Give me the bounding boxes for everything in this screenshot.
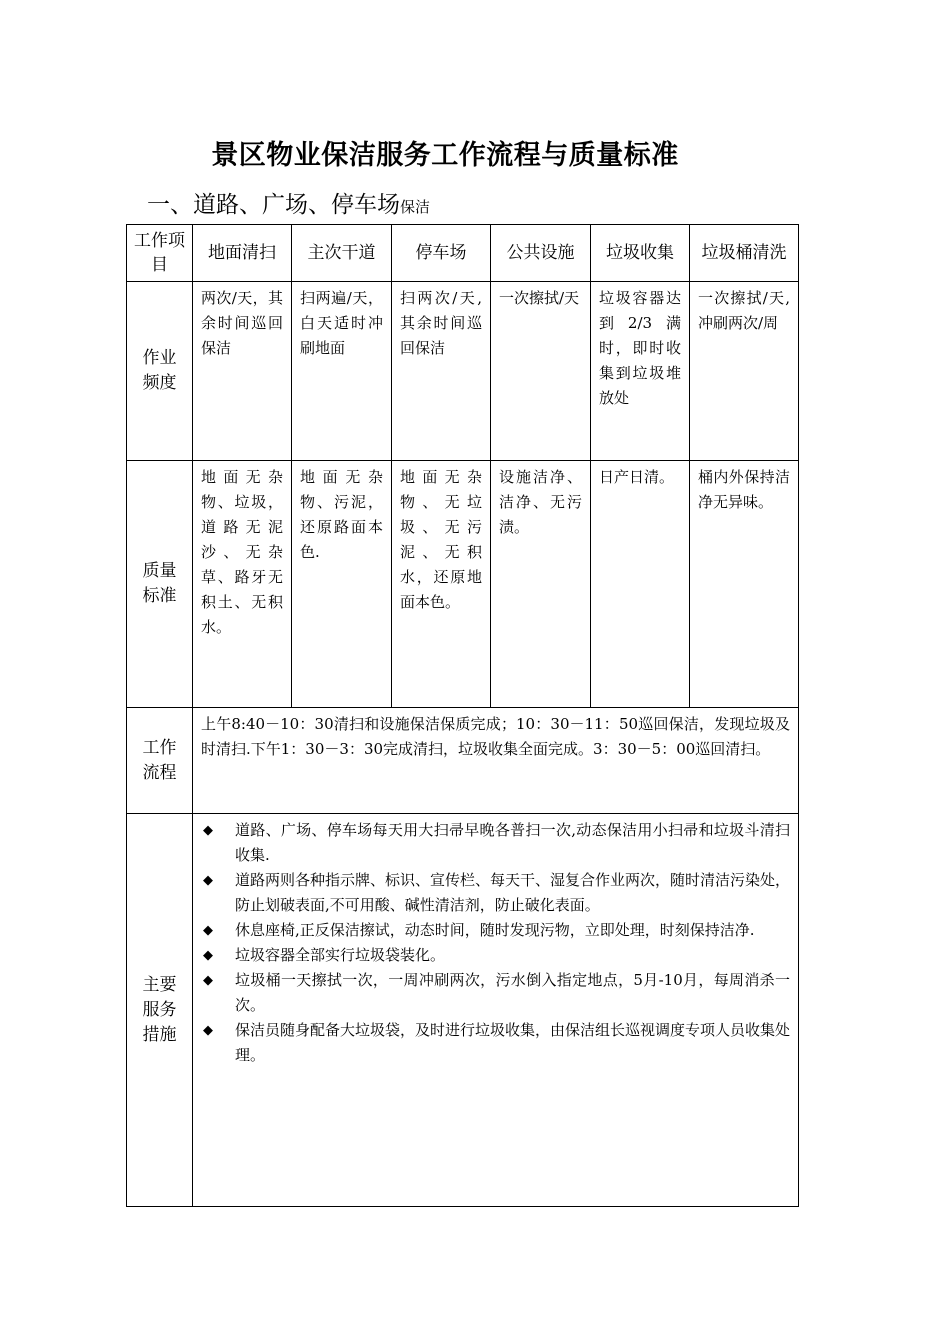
column-header: 地面清扫 — [193, 225, 292, 282]
table-cell: 地面无杂物、污泥，还原路面本色. — [292, 461, 392, 708]
table-cell: 扫两次/天,其余时间巡回保洁 — [392, 282, 491, 461]
diamond-bullet-icon: ◆ — [203, 1023, 213, 1038]
diamond-bullet-icon: ◆ — [203, 823, 213, 838]
section-heading-main: 一、道路、广场、停车场 — [147, 192, 400, 218]
column-header: 停车场 — [392, 225, 491, 282]
table-cell: 桶内外保持洁净无异味。 — [690, 461, 799, 708]
list-item-text: 保洁员随身配备大垃圾袋，及时进行垃圾收集，由保洁组长巡视调度专项人员收集处理。 — [235, 1021, 791, 1064]
quality-row — [127, 461, 799, 708]
list-item — [201, 868, 790, 918]
diamond-bullet-icon: ◆ — [203, 873, 213, 888]
list-item-text: 道路两则各种指示牌、标识、宣传栏、每天干、湿复合作业两次，随时清洁污染处，防止划破表面,不可用酸、碱性清洁剂，防止破化表面。 — [235, 871, 791, 914]
list-item-text: 道路、广场、停车场每天用大扫帚早晚各普扫一次,动态保洁用小扫帚和垃圾斗清扫收集. — [235, 821, 790, 864]
standards-table — [126, 224, 799, 1207]
column-header: 公共设施 — [491, 225, 591, 282]
row-header: 主要服务措施 — [127, 814, 193, 1207]
list-item — [201, 968, 790, 1018]
section-heading — [147, 186, 430, 219]
row-header: 质量标准 — [127, 461, 193, 708]
section-heading-suffix: 保洁 — [400, 198, 431, 216]
list-item — [201, 818, 790, 868]
list-item — [201, 943, 790, 968]
diamond-bullet-icon: ◆ — [203, 973, 213, 988]
measures-list — [201, 818, 790, 1068]
table-cell: 设施洁净、洁净、无污渍。 — [491, 461, 591, 708]
list-item — [201, 1018, 790, 1068]
table-cell: 一次擦拭/天,冲刷两次/周 — [690, 282, 799, 461]
list-item-text: 垃圾容器全部实行垃圾袋装化。 — [235, 946, 446, 964]
header-row — [127, 225, 799, 282]
list-item-text: 休息座椅,正反保洁擦试，动态时间，随时发现污物，立即处理，时刻保持洁净. — [235, 921, 755, 939]
column-header: 垃圾收集 — [591, 225, 690, 282]
column-header: 主次干道 — [292, 225, 392, 282]
table-cell: 扫两遍/天，白天适时冲刷地面 — [292, 282, 392, 461]
corner-header: 工作项目 — [127, 225, 193, 282]
column-header: 垃圾桶清洗 — [690, 225, 799, 282]
measures-row — [127, 814, 799, 1207]
row-header: 工作流程 — [127, 708, 193, 814]
list-item-text: 垃圾桶一天擦拭一次，一周冲刷两次，污水倒入指定地点，5月-10月，每周消杀一次。 — [235, 971, 790, 1014]
workflow-text: 上午8:40－10：30清扫和设施保洁保质完成；10：30－11：50巡回保洁，发现垃圾及时清扫.下午1：30－3：30完成清扫，垃圾收集全面完成。3：30－5：00巡回清扫。 — [193, 708, 799, 814]
table-cell: 两次/天，其余时间巡回保洁 — [193, 282, 292, 461]
measures-cell — [193, 814, 799, 1207]
frequency-row — [127, 282, 799, 461]
table-cell: 日产日清。 — [591, 461, 690, 708]
diamond-bullet-icon: ◆ — [203, 923, 213, 938]
list-item — [201, 918, 790, 943]
document-title: 景区物业保洁服务工作流程与质量标准 — [211, 140, 679, 171]
row-header: 作业频度 — [127, 282, 193, 461]
workflow-row — [127, 708, 799, 814]
table-cell: 垃圾容器达到2/3满时，即时收集到垃圾堆放处 — [591, 282, 690, 461]
table-cell: 一次擦拭/天 — [491, 282, 591, 461]
table-cell: 地面无杂物、垃圾，道路无泥沙、无杂草、路牙无积土、无积水。 — [193, 461, 292, 708]
table-cell: 地面无杂物、无垃圾、无污泥、无积水，还原地面本色。 — [392, 461, 491, 708]
diamond-bullet-icon: ◆ — [203, 948, 213, 963]
